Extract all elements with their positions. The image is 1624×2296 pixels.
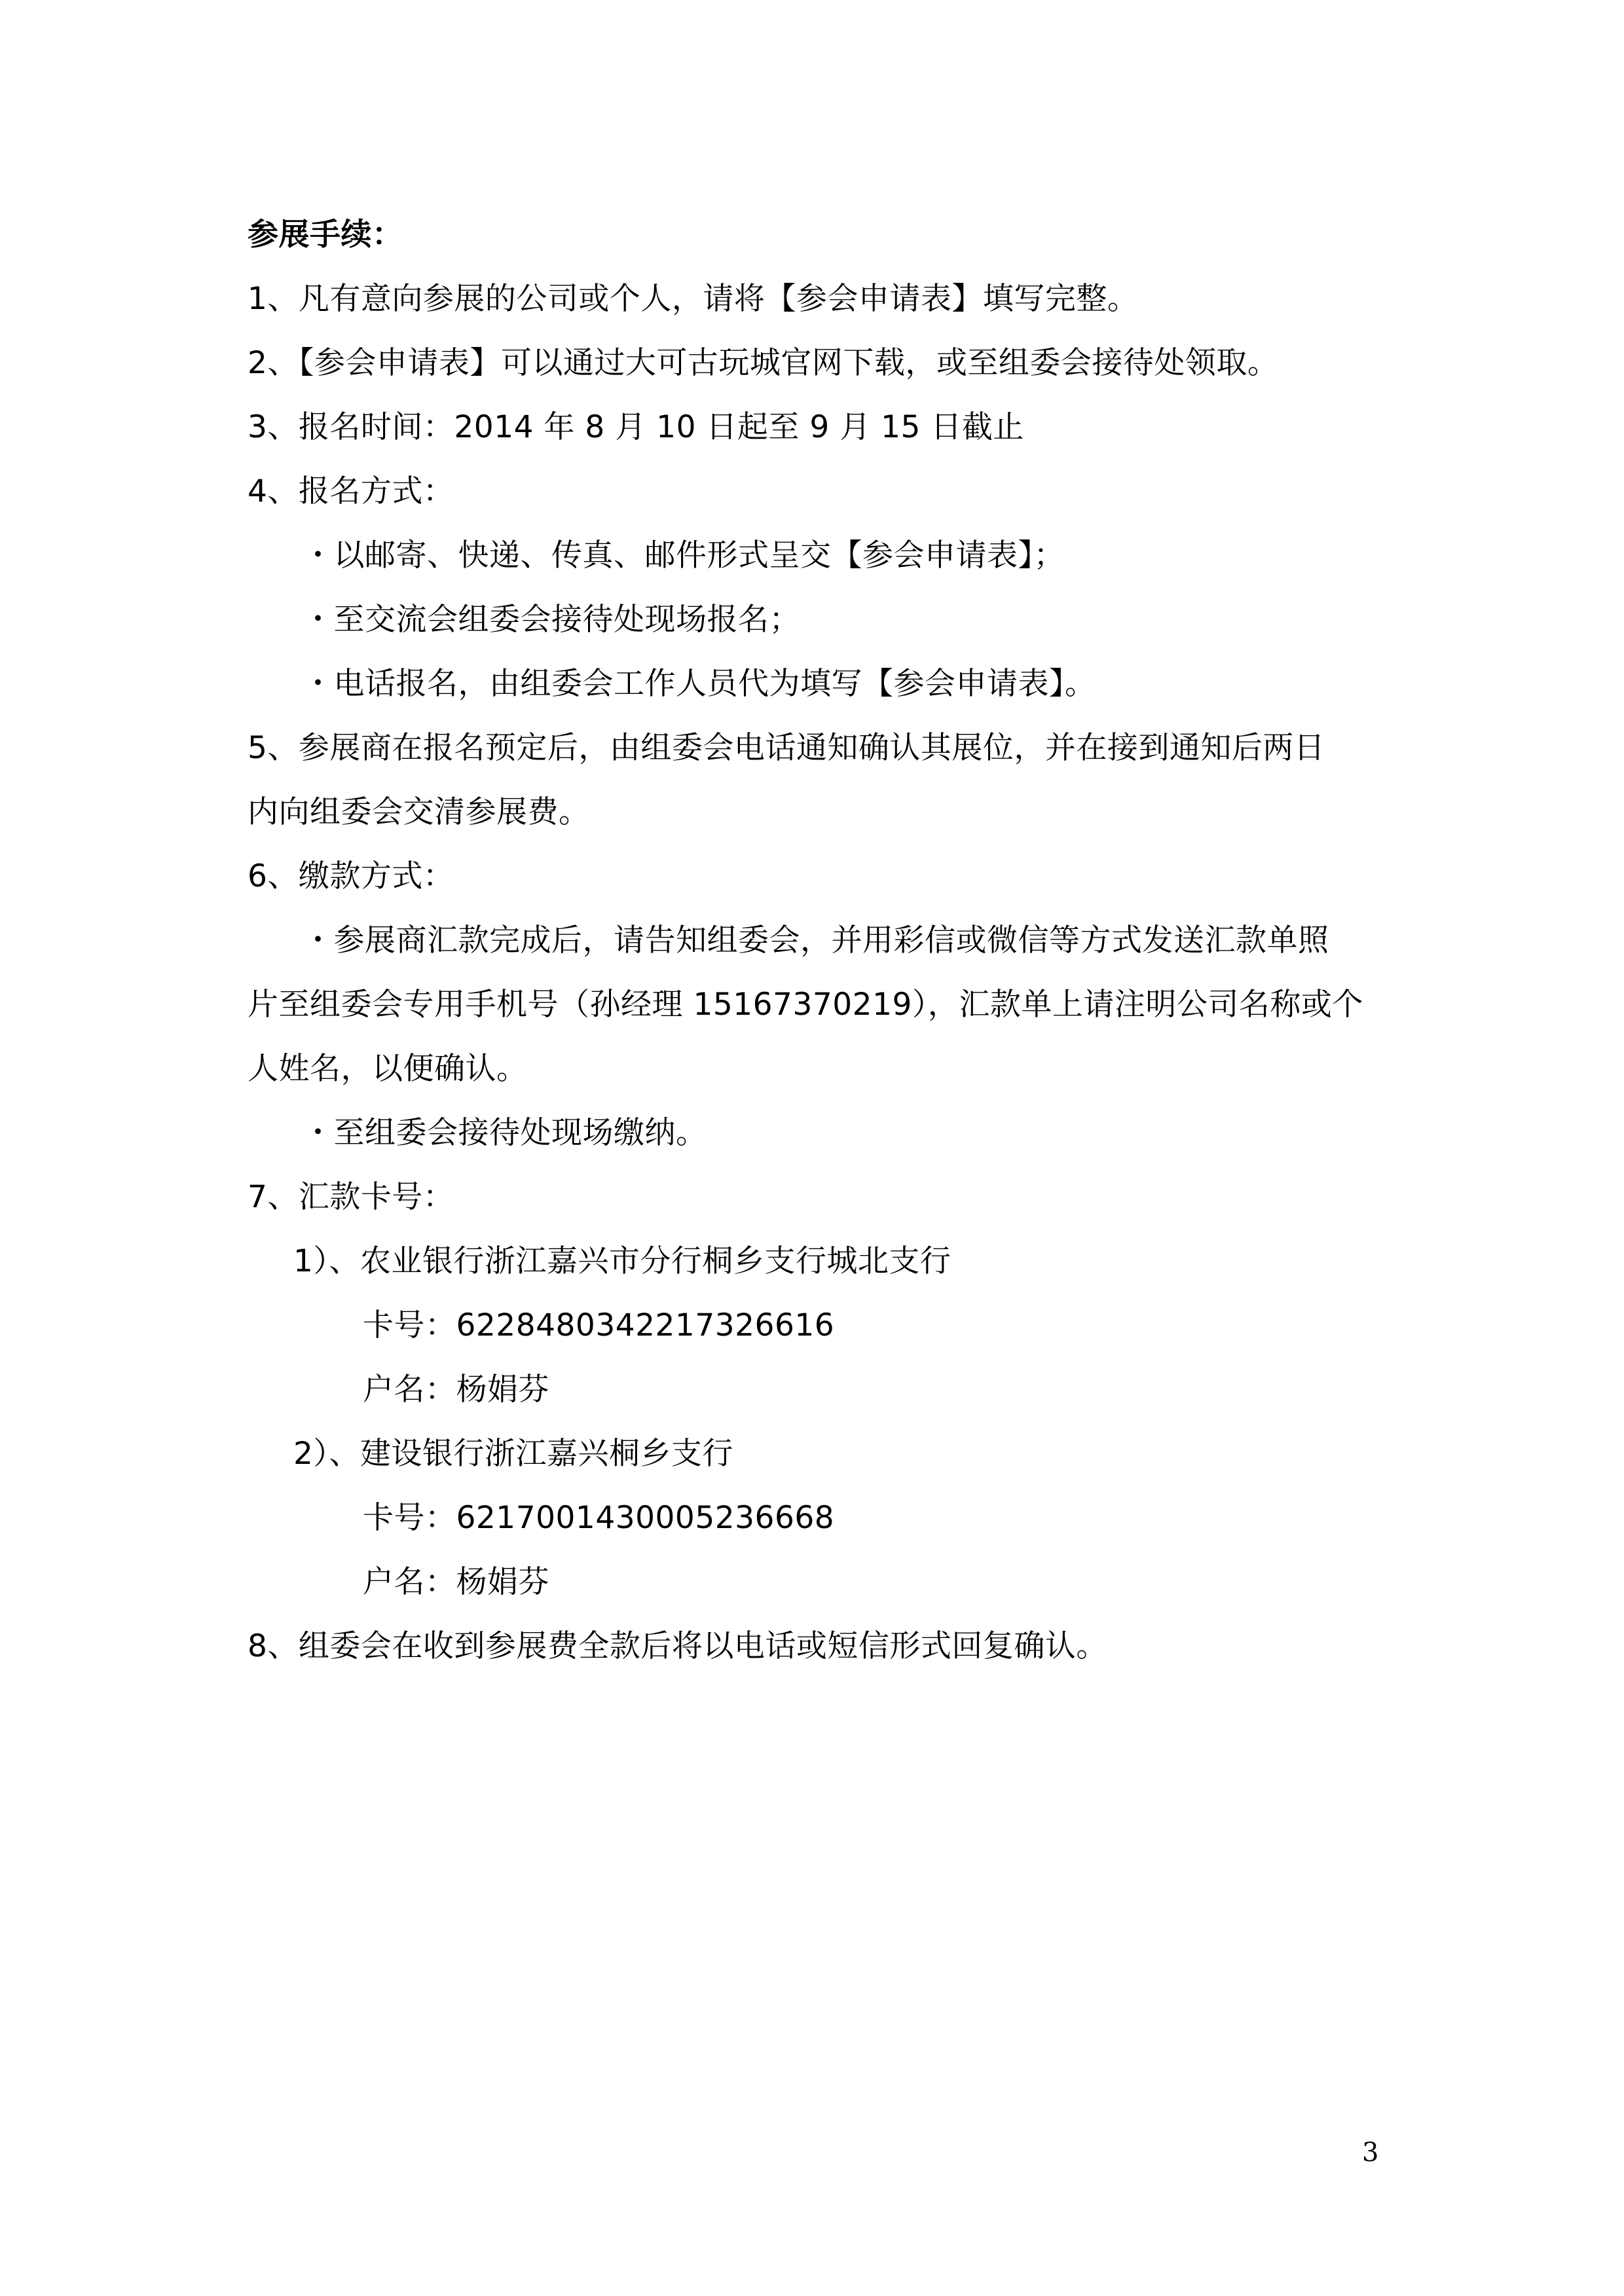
page-number: 3 xyxy=(1362,2138,1379,2168)
item-6-bullet-2: ・至组委会接待处现场缴纳。 xyxy=(303,1115,707,1151)
bank-2-name: 2）、建设银行浙江嘉兴桐乡支行 xyxy=(293,1436,733,1472)
item-5-line-1: 5、参展商在报名预定后，由组委会电话通知确认其展位，并在接到通知后两日 xyxy=(248,730,1325,766)
bank-2-card-number: 卡号：6217001430005236668 xyxy=(363,1500,835,1536)
item-2: 2、【参会申请表】可以通过大可古玩城官网下载，或至组委会接待处领取。 xyxy=(248,345,1279,381)
item-1: 1、凡有意向参展的公司或个人，请将【参会申请表】填写完整。 xyxy=(248,281,1139,317)
item-6-bullet-1-line-1: ・参展商汇款完成后，请告知组委会，并用彩信或微信等方式发送汇款单照 xyxy=(303,922,1329,958)
bank-1-account-name: 户名：杨娟芬 xyxy=(363,1372,549,1408)
item-5-line-2: 内向组委会交清参展费。 xyxy=(248,794,590,830)
item-4-bullet-3: ・电话报名，由组委会工作人员代为填写【参会申请表】。 xyxy=(303,666,1096,702)
item-6-bullet-1-line-2: 片至组委会专用手机号（孙经理 15167370219），汇款单上请注明公司名称或个 xyxy=(248,987,1363,1023)
document-body xyxy=(248,203,1400,1679)
item-7: 7、汇款卡号： xyxy=(248,1179,454,1215)
item-4: 4、报名方式： xyxy=(248,473,454,509)
item-8: 8、组委会在收到参展费全款后将以电话或短信形式回复确认。 xyxy=(248,1628,1107,1664)
bank-2-account-name: 户名：杨娟芬 xyxy=(363,1564,549,1600)
item-4-bullet-2: ・至交流会组委会接待处现场报名； xyxy=(303,602,800,638)
item-3: 3、报名时间：2014 年 8 月 10 日起至 9 月 15 日截止 xyxy=(248,409,1024,445)
section-heading: 参展手续： xyxy=(248,217,403,253)
item-4-bullet-1: ・以邮寄、快递、传真、邮件形式呈交【参会申请表】； xyxy=(303,538,1065,574)
item-6: 6、缴款方式： xyxy=(248,858,454,894)
bank-1-name: 1）、农业银行浙江嘉兴市分行桐乡支行城北支行 xyxy=(293,1243,951,1279)
bank-1-card-number: 卡号：6228480342217326616 xyxy=(363,1307,835,1343)
item-6-bullet-1-line-3: 人姓名，以便确认。 xyxy=(248,1051,528,1087)
